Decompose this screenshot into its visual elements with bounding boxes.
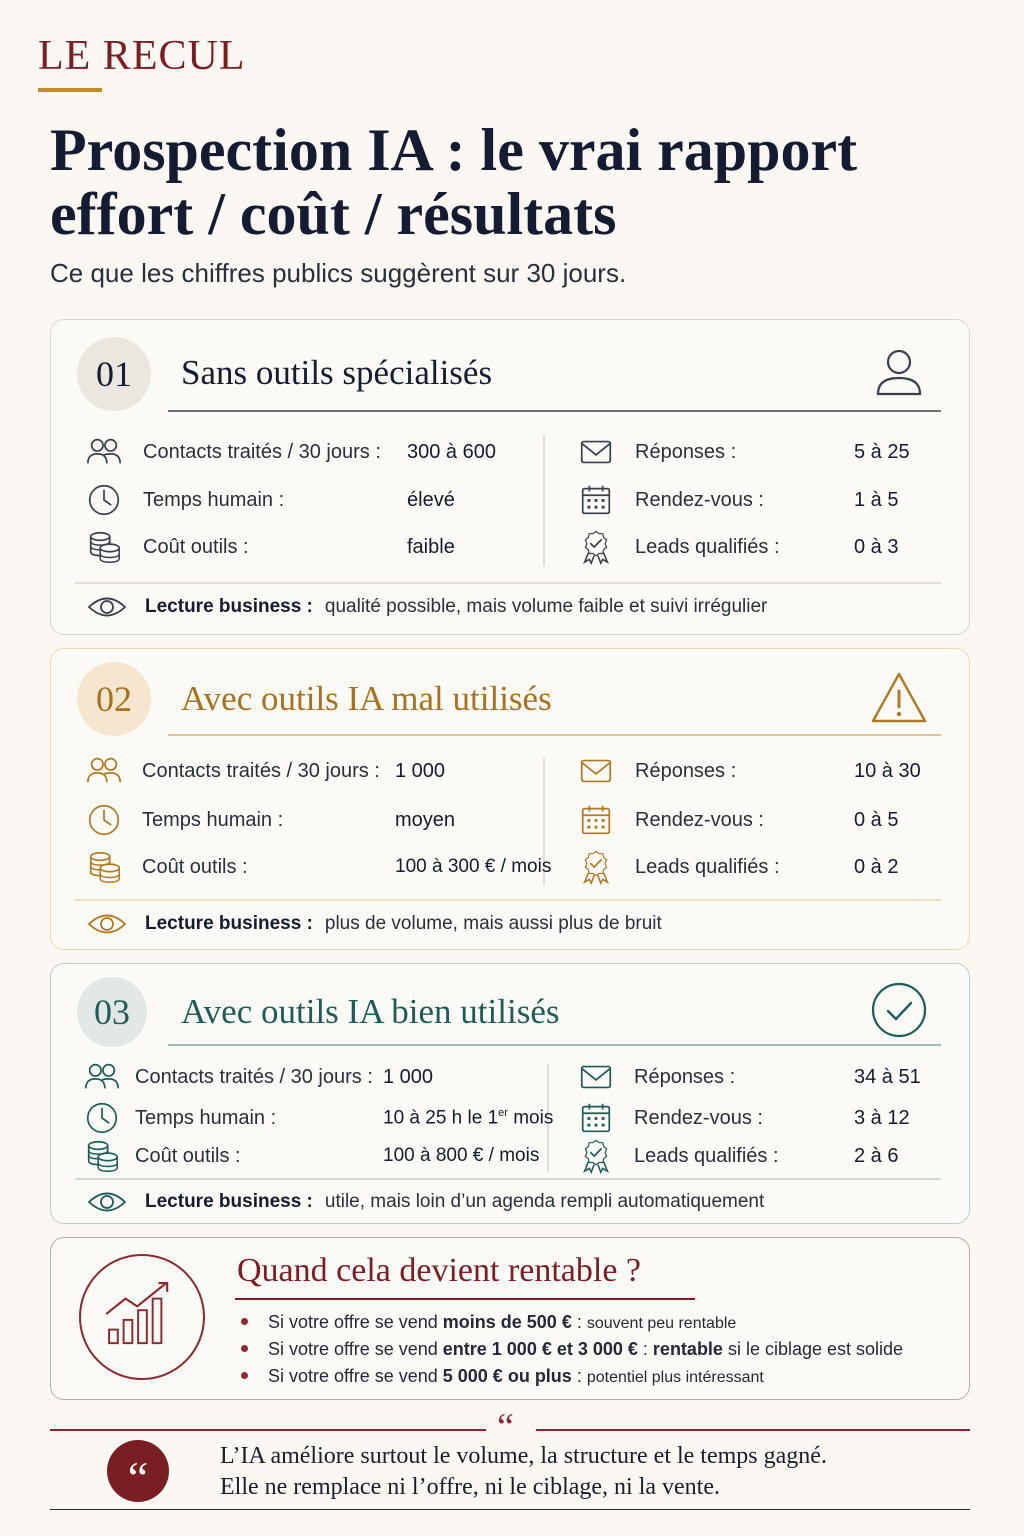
eye-icon [87, 1189, 127, 1215]
coins-icon [85, 849, 123, 885]
clock-icon [85, 802, 123, 838]
business-label: Lecture business : [145, 596, 313, 617]
calendar-icon [577, 482, 615, 518]
rentable-bullet [241, 1312, 736, 1333]
stat-label: Rendez-vous : [634, 1106, 763, 1129]
stat-leads [577, 852, 957, 882]
award-icon [577, 1138, 615, 1174]
stat-value: 1 000 [395, 759, 446, 782]
person-icon [869, 342, 929, 402]
coins-icon [83, 1138, 121, 1174]
warning-icon [869, 669, 929, 729]
stat-label: Réponses : [635, 759, 737, 782]
business-text: qualité possible, mais volume faible et suivi irrégulier [324, 596, 768, 617]
stat-value: 1 à 5 [854, 488, 899, 511]
stat-contacts [85, 437, 525, 467]
stat-cost [85, 852, 552, 882]
eye-icon [87, 594, 127, 620]
bullet-sep: : [571, 1312, 587, 1332]
stat-label: Leads qualifiés : [635, 535, 780, 558]
bullet-rest: si le ciblage est solide [722, 1339, 904, 1359]
growth-chart-icon [79, 1254, 205, 1380]
stat-time [85, 805, 535, 835]
business-label: Lecture business : [145, 1191, 313, 1212]
stat-label: Contacts traités / 30 jours : [135, 1065, 373, 1088]
business-text: plus de volume, mais aussi plus de bruit [324, 913, 662, 934]
stat-time [85, 485, 525, 515]
business-label: Lecture business : [145, 913, 313, 934]
stat-value: moyen [395, 808, 456, 831]
quote-badge-icon: “ [107, 1440, 169, 1502]
stat-value: 300 à 600 [407, 440, 496, 463]
card-number: 02 [77, 662, 151, 736]
stat-contacts [85, 756, 535, 786]
users-icon [85, 753, 123, 789]
stat-label: Contacts traités / 30 jours : [143, 440, 381, 463]
quote-line-top-right [536, 1429, 970, 1431]
users-icon [83, 1059, 121, 1095]
card-number: 03 [77, 977, 147, 1047]
stat-label: Rendez-vous : [635, 808, 764, 831]
title-rule [168, 1044, 941, 1046]
brand-underline [38, 88, 102, 92]
row-divider [75, 582, 941, 584]
stat-label: Coût outils : [142, 855, 248, 878]
business-reading [87, 594, 767, 620]
card-ia-bien-utilises [50, 963, 970, 1224]
stat-label: Leads qualifiés : [634, 1144, 779, 1167]
row-divider [75, 1178, 941, 1180]
stat-label: Coût outils : [143, 535, 249, 558]
card-title: Avec outils IA mal utilisés [181, 679, 552, 718]
bullet-sep: : [637, 1339, 653, 1359]
stat-value-suffix: mois [507, 1107, 554, 1129]
business-text: utile, mais loin d’un agenda rempli automatiquement [324, 1191, 765, 1212]
stat-leads [577, 532, 957, 562]
bullet-prefix: Si votre offre se vend [268, 1366, 443, 1386]
quote-line-top-left [50, 1429, 486, 1431]
rentable-bullet [241, 1339, 903, 1360]
stat-value: faible [407, 535, 455, 558]
stat-time [83, 1103, 554, 1133]
stat-replies [577, 437, 957, 467]
row-divider [75, 899, 941, 901]
rentable-title: Quand cela devient rentable ? [237, 1252, 642, 1289]
quote-mark-icon: “ [497, 1406, 514, 1448]
stat-leads [577, 1141, 957, 1171]
title-rule [168, 410, 941, 412]
stat-replies [577, 1062, 957, 1092]
stat-value: 0 à 2 [854, 855, 899, 878]
business-reading [87, 1189, 764, 1215]
stat-cost [83, 1141, 543, 1171]
stat-value: 34 à 51 [854, 1065, 921, 1088]
mail-icon [577, 753, 615, 789]
card-ia-mal-utilises [50, 648, 970, 950]
card-title: Avec outils IA bien utilisés [181, 992, 560, 1031]
page-subtitle: Ce que les chiffres publics suggèrent sur 30 jours. [50, 258, 627, 288]
stat-value: 100 à 300 € / mois [395, 856, 552, 877]
stat-value: 100 à 800 € / mois [383, 1145, 540, 1166]
coins-icon [85, 529, 123, 565]
title-rule [168, 734, 941, 736]
bullet-rest: potentiel plus intéressant [586, 1369, 764, 1386]
bullet-strong: 5 000 € ou plus [442, 1366, 572, 1386]
stat-label: Contacts traités / 30 jours : [142, 759, 380, 782]
stat-label: Réponses : [635, 440, 737, 463]
bullet-prefix: Si votre offre se vend [268, 1339, 443, 1359]
bullet-dot [241, 1372, 248, 1379]
stat-value: élevé [407, 488, 455, 511]
stat-replies [577, 756, 957, 786]
stat-label: Rendez-vous : [635, 488, 764, 511]
quote-line-bottom [50, 1509, 970, 1510]
column-divider [543, 436, 545, 566]
stat-cost [85, 532, 525, 562]
mail-icon [577, 434, 615, 470]
users-icon [85, 434, 123, 470]
bullet-dot [241, 1345, 248, 1352]
award-icon [577, 529, 615, 565]
stat-value: 0 à 5 [854, 808, 899, 831]
stat-value: 1 000 [383, 1065, 434, 1088]
stat-value [383, 1107, 553, 1129]
stat-label: Réponses : [634, 1065, 736, 1088]
stat-label: Coût outils : [135, 1144, 241, 1167]
bullet-rest: souvent peu rentable [586, 1315, 737, 1332]
stat-label: Temps humain : [143, 488, 285, 511]
stat-label: Leads qualifiés : [635, 855, 780, 878]
calendar-icon [577, 802, 615, 838]
quote-line-1: L’IA améliore surtout le volume, la structure et le temps gagné. [220, 1443, 827, 1469]
stat-label: Temps humain : [142, 808, 284, 831]
rentable-rule [235, 1298, 695, 1300]
stat-meetings [577, 1103, 957, 1133]
rentable-bullet [241, 1366, 764, 1387]
stat-value: 0 à 3 [854, 535, 899, 558]
clock-icon [83, 1100, 121, 1136]
bullet-prefix: Si votre offre se vend [268, 1312, 443, 1332]
stat-value-sup: er [498, 1106, 508, 1119]
bullet-strong: moins de 500 € [442, 1312, 572, 1332]
stat-meetings [577, 805, 957, 835]
bullet-dot [241, 1318, 248, 1325]
eye-icon [87, 911, 127, 937]
brand-logo: LE RECUL [38, 33, 246, 79]
card-number: 01 [77, 337, 151, 411]
card-title: Sans outils spécialisés [181, 353, 493, 392]
mail-icon [577, 1059, 615, 1095]
business-reading [87, 911, 662, 937]
stat-value: 2 à 6 [854, 1144, 899, 1167]
quote-line-2: Elle ne remplace ni l’offre, ni le ciblage, ni la vente. [220, 1474, 721, 1500]
stat-value: 10 à 30 [854, 759, 921, 782]
stat-value: 5 à 25 [854, 440, 910, 463]
stat-contacts [83, 1062, 543, 1092]
page-title: Prospection IA : le vrai rapport effort / coût / résultats [50, 117, 858, 247]
calendar-icon [577, 1100, 615, 1136]
award-icon [577, 849, 615, 885]
bullet-sep: : [571, 1366, 587, 1386]
stat-value-main: 10 à 25 h le 1 [383, 1107, 499, 1129]
stat-label: Temps humain : [135, 1106, 277, 1129]
stat-meetings [577, 485, 957, 515]
check-circle-icon [869, 980, 929, 1040]
bullet-strong2: rentable [652, 1339, 723, 1359]
clock-icon [85, 482, 123, 518]
rentable-card [50, 1237, 970, 1400]
stat-value: 3 à 12 [854, 1106, 910, 1129]
card-sans-outils [50, 319, 970, 635]
bullet-strong: entre 1 000 € et 3 000 € [442, 1339, 638, 1359]
